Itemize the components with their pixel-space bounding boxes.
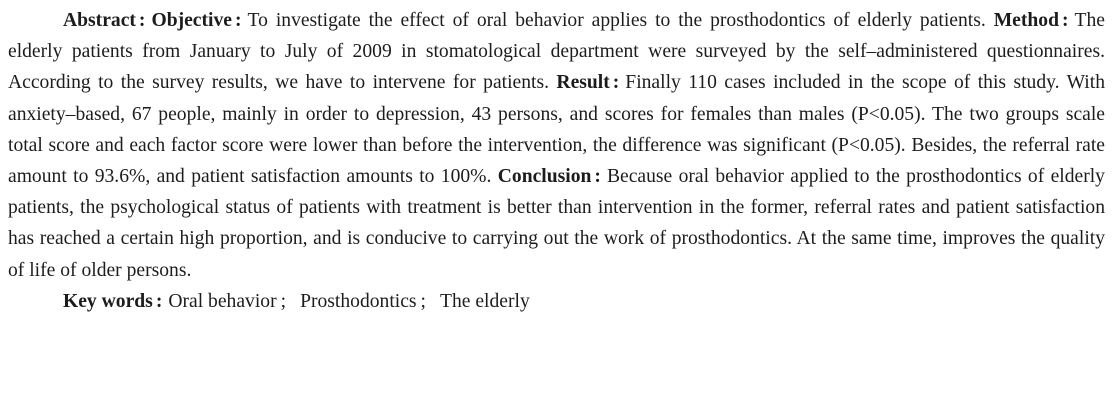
label-colon: : [612,72,620,94]
keyword-separator: ; [420,290,426,312]
keyword-separator: ; [280,290,287,312]
label-colon: : [594,166,601,188]
conclusion-label: Conclusion [497,166,592,188]
keywords-line [8,286,1105,317]
result-label: Result [556,72,610,94]
keyword-item: Oral behavior [168,290,277,312]
method-text: The elderly patients from January to July of 2009 in stomatological department were surveyed by the self–administered questionnaires. According to the survey results, we have to intervene for patients. [8,10,1105,94]
objective-text: To investigate the effect of oral behavior applies to the prosthodontics of elderly patients. [247,10,986,31]
label-colon: : [1062,10,1069,31]
method-label: Method [993,10,1059,31]
keyword-item: Prosthodontics [300,290,417,312]
label-colon: : [234,10,242,31]
label-colon: : [138,10,146,31]
abstract-label: Abstract [63,10,136,31]
objective-label: Objective [151,10,232,31]
abstract-paragraph [8,5,1105,286]
keywords-label: Key words [63,290,153,312]
keyword-item: The elderly [440,290,530,312]
label-colon: : [155,290,163,312]
conclusion-text: Because oral behavior applied to the prosthodontics of elderly patients, the psychological status of patients with treatment is better than intervention in the former, referral rates and patient satisfaction has reached a certain high proportion, and is conducive to carrying out the work of prosthodontics. At the same time, improves the quality of life of older persons. [8,166,1105,281]
result-text: Finally 110 cases included in the scope of this study. With anxiety–based, 67 people, mainly in order to depression, 43 persons, and scores for females than males (P<0.05). The two groups scale total score and each factor score were lower than before the intervention, the difference was significant (P<0.05). Besides, the referral rate amount to 93.6%, and patient satisfaction amounts to 100%. [8,72,1105,188]
